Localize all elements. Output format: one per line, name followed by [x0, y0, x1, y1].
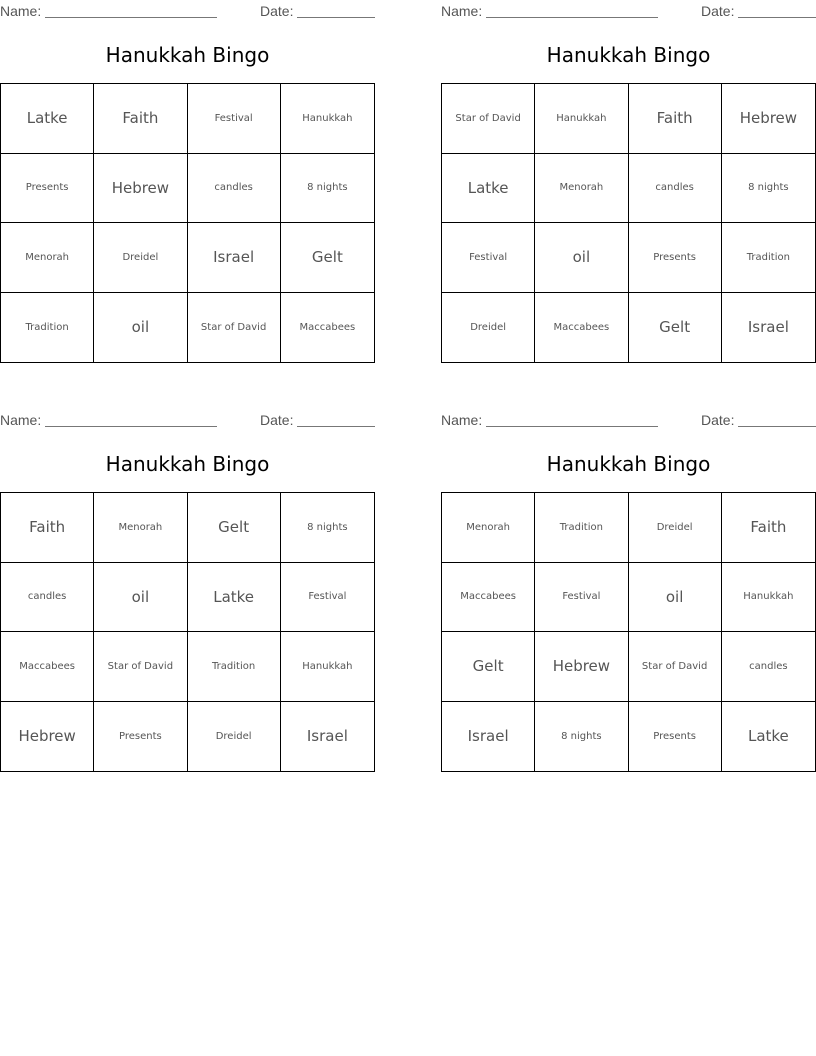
bingo-cell: Hanukkah — [722, 563, 815, 633]
bingo-cell: Festival — [281, 563, 374, 633]
name-blank-line — [486, 426, 658, 427]
date-blank-line — [297, 17, 375, 18]
bingo-cell: Faith — [629, 84, 722, 154]
bingo-cell: Maccabees — [299, 321, 356, 333]
date-blank-line — [738, 17, 816, 18]
bingo-cell: candles — [188, 154, 281, 224]
bingo-cell: Festival — [188, 84, 281, 154]
date-label: Date: — [260, 3, 294, 19]
bingo-grid — [0, 492, 375, 772]
bingo-cell: Gelt — [442, 632, 535, 702]
bingo-cell: oil — [94, 293, 187, 363]
bingo-cell: Star of David — [188, 293, 281, 363]
bingo-cell: Tradition — [722, 223, 815, 293]
bingo-cell: Dreidel — [629, 493, 722, 563]
bingo-cell: Star of David — [94, 632, 187, 702]
bingo-card-4 — [441, 409, 816, 769]
bingo-cell: Latke — [1, 84, 94, 154]
bingo-cell: Gelt — [281, 223, 374, 293]
bingo-cell: 8 nights — [281, 493, 374, 563]
bingo-cell: Latke — [442, 154, 535, 224]
bingo-cell: Festival — [442, 223, 535, 293]
date-blank-line — [738, 426, 816, 427]
bingo-cell: Menorah — [442, 493, 535, 563]
bingo-cell: Gelt — [188, 493, 281, 563]
bingo-grid — [0, 83, 375, 363]
bingo-cell: Faith — [722, 493, 815, 563]
bingo-cell: Hebrew — [722, 84, 815, 154]
bingo-cell: Faith — [1, 493, 94, 563]
bingo-cell: Presents — [629, 223, 722, 293]
bingo-cell: Presents — [1, 154, 94, 224]
bingo-cell: Tradition — [535, 493, 628, 563]
bingo-cell: candles — [629, 154, 722, 224]
date-label: Date: — [701, 412, 735, 428]
date-label: Date: — [260, 412, 294, 428]
bingo-cell: Israel — [747, 318, 789, 337]
bingo-cell: Presents — [629, 702, 722, 772]
bingo-cell: Hebrew — [94, 154, 187, 224]
bingo-cell: Latke — [188, 563, 281, 633]
bingo-cell: Star of David — [629, 632, 722, 702]
bingo-cell: candles — [1, 563, 94, 633]
bingo-cell: 8 nights — [535, 702, 628, 772]
bingo-cell: Faith — [94, 84, 187, 154]
bingo-cell: candles — [722, 632, 815, 702]
bingo-cell: 8 nights — [281, 154, 374, 224]
bingo-cell: Maccabees — [535, 293, 628, 363]
bingo-cell: Hanukkah — [535, 84, 628, 154]
bingo-cell: Star of David — [442, 84, 535, 154]
bingo-cell: oil — [629, 563, 722, 633]
name-label: Name: — [441, 3, 483, 19]
bingo-cell: Tradition — [1, 293, 94, 363]
bingo-cell: Menorah — [535, 154, 628, 224]
bingo-cell: Latke — [747, 727, 789, 746]
name-date-row — [441, 2, 816, 20]
name-blank-line — [486, 17, 658, 18]
bingo-cell: oil — [535, 223, 628, 293]
card-title: Hanukkah Bingo — [546, 43, 711, 67]
bingo-cell: Gelt — [629, 293, 722, 363]
bingo-cell: Hanukkah — [281, 84, 374, 154]
bingo-cell: Menorah — [1, 223, 94, 293]
bingo-cell: Israel — [442, 702, 535, 772]
bingo-cell: Menorah — [94, 493, 187, 563]
bingo-cell: Tradition — [188, 632, 281, 702]
name-label: Name: — [441, 412, 483, 428]
bingo-card-2 — [441, 0, 816, 360]
name-date-row — [0, 411, 375, 429]
name-blank-line — [45, 17, 217, 18]
name-label: Name: — [0, 3, 42, 19]
card-title: Hanukkah Bingo — [546, 452, 711, 476]
name-date-row — [441, 411, 816, 429]
bingo-cell: Dreidel — [94, 223, 187, 293]
bingo-cell: oil — [94, 563, 187, 633]
bingo-cell: Hanukkah — [281, 632, 374, 702]
card-title: Hanukkah Bingo — [105, 43, 270, 67]
bingo-cell: Israel — [306, 727, 348, 746]
bingo-cell: Presents — [94, 702, 187, 772]
date-label: Date: — [701, 3, 735, 19]
name-blank-line — [45, 426, 217, 427]
bingo-card-3 — [0, 409, 375, 769]
name-label: Name: — [0, 412, 42, 428]
bingo-cell: Dreidel — [442, 293, 535, 363]
bingo-cell: Festival — [535, 563, 628, 633]
bingo-cell: Maccabees — [442, 563, 535, 633]
bingo-cell: Hebrew — [1, 702, 94, 772]
bingo-grid — [441, 83, 816, 363]
bingo-cell: Maccabees — [1, 632, 94, 702]
bingo-cell: 8 nights — [722, 154, 815, 224]
name-date-row — [0, 2, 375, 20]
bingo-cell: Dreidel — [188, 702, 281, 772]
bingo-cell: Hebrew — [535, 632, 628, 702]
card-title: Hanukkah Bingo — [105, 452, 270, 476]
bingo-card-1 — [0, 0, 375, 360]
date-blank-line — [297, 426, 375, 427]
bingo-grid — [441, 492, 816, 772]
bingo-cell: Israel — [188, 223, 281, 293]
